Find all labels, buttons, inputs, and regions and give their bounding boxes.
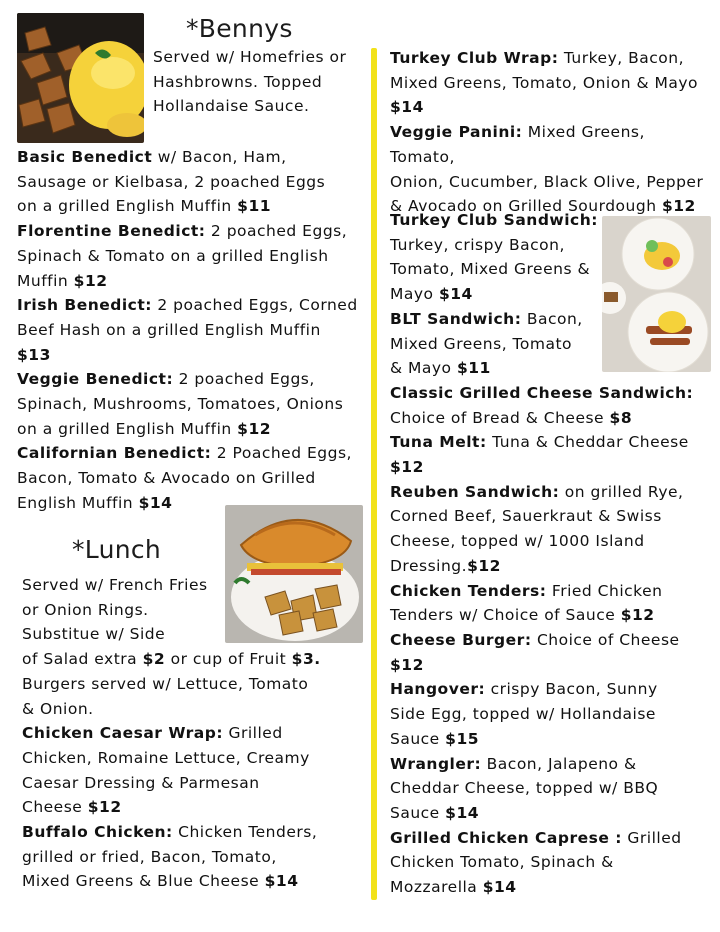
item-price: $14 [264, 872, 299, 891]
item-price: $12 [620, 606, 655, 625]
item-name: Buffalo Chicken: [22, 823, 173, 842]
item-name: Reuben Sandwich: [390, 482, 560, 501]
menu-item-turkey-club-sandwich [390, 208, 715, 233]
bennys-heading: *Bennys [186, 14, 293, 43]
item-desc-line: Chicken, Romaine Lettuce, Creamy [22, 748, 310, 767]
item-name: BLT Sandwich: [390, 309, 522, 328]
item-desc: Choice of Cheese [531, 631, 680, 649]
item-name: Chicken Tenders: [390, 581, 547, 600]
salad-price: $2 [142, 650, 166, 669]
item-name: Hangover: [390, 680, 486, 699]
item-desc-line: Side Egg, topped w/ Hollandaise [390, 705, 656, 724]
item-desc: 2 poached Eggs, Corned [151, 296, 358, 315]
item-desc-line: Corned Beef, Sauerkraut & Swiss [390, 507, 662, 526]
item-price: $14 [390, 98, 424, 117]
item-desc: on a grilled English Muffin [17, 197, 238, 216]
item-name: Turkey Club Sandwich: [390, 211, 598, 229]
column-divider [371, 48, 377, 900]
menu-item-chicken-tenders [390, 579, 715, 604]
item-price: $14 [438, 285, 473, 304]
item-desc-line: Tomato, Mixed Greens & [390, 260, 591, 279]
item-name: Chicken Caesar Wrap: [22, 724, 224, 743]
item-price: $12 [87, 798, 122, 817]
item-desc: Sauce [390, 729, 446, 748]
item-desc: 2 Poached Eggs, [211, 444, 352, 463]
item-desc: Grilled [621, 828, 682, 847]
item-desc-line: Sausage or Kielbasa, 2 poached Eggs [17, 172, 326, 191]
item-name: Veggie Panini: [390, 123, 523, 142]
item-desc: Choice of Bread & Cheese [390, 408, 610, 427]
item-price: $13 [17, 345, 51, 364]
item-desc-line: grilled or fried, Bacon, Tomato, [22, 847, 277, 866]
benny-photo [17, 13, 144, 143]
item-desc-line: Onion, Cucumber, Black Olive, Pepper [390, 172, 704, 191]
item-desc: Bacon, [521, 309, 583, 328]
item-desc: Mixed Greens, Tomato, [390, 123, 645, 166]
menu-item-turkey-club-wrap [390, 46, 715, 71]
item-desc: & Avocado on Grilled Sourdough [390, 197, 662, 216]
item-desc: English Muffin [17, 493, 139, 512]
item-desc-line: Spinach, Mushrooms, Tomatoes, Onions [17, 395, 344, 414]
item-desc-line: Bacon, Tomato & Avocado on Grilled [17, 469, 316, 488]
menu-item-buffalo-chicken [22, 820, 367, 845]
item-desc: Dressing. [390, 556, 468, 575]
menu-item-chicken-caesar-wrap [22, 721, 367, 746]
item-desc: Mozzarella [390, 878, 483, 897]
lunch-intro-line: Served w/ French Fries [22, 576, 208, 594]
item-name: Basic Benedict [17, 148, 153, 166]
lunch-heading: *Lunch [72, 535, 162, 564]
item-desc-line: Mixed Greens, Tomato [390, 334, 573, 353]
item-desc-line: Cheese, topped w/ 1000 Island [390, 532, 645, 551]
lunch-intro-line: or Onion Rings. [22, 600, 149, 619]
item-desc: Chicken Tenders, [172, 823, 318, 842]
menu-item-basic-benedict [17, 145, 367, 170]
item-name: Classic Grilled Cheese Sandwich: [390, 383, 694, 402]
item-name: Tuna Melt: [390, 433, 487, 452]
item-price: $12 [73, 271, 108, 290]
lunch-intro-line: Substitue w/ Side [22, 625, 166, 644]
item-desc: 2 poached Eggs, [205, 222, 348, 241]
item-price: $12 [467, 556, 501, 575]
item-name: Cheese Burger: [390, 631, 532, 649]
right-items-main [390, 208, 715, 628]
item-desc: Sauce [390, 803, 446, 822]
menu-item-blt-sandwich [390, 307, 715, 332]
menu-item-veggie-panini [390, 120, 715, 169]
item-price: $11 [237, 197, 272, 216]
item-desc: Mixed Greens & Blue Cheese [22, 872, 265, 891]
item-name: Turkey Club Wrap: [390, 49, 559, 67]
item-desc-line: Spinach & Tomato on a grilled English [17, 246, 329, 265]
menu-item-veggie-benedict [17, 367, 367, 392]
item-desc: Turkey, Bacon, [558, 49, 685, 67]
item-desc-line: Caesar Dressing & Parmesan [22, 773, 260, 792]
fruit-price: $3. [291, 650, 321, 669]
item-desc: Tuna & Cheddar Cheese [486, 433, 689, 452]
item-name: Wrangler: [390, 754, 482, 773]
item-desc-line: Mixed Greens, Tomato, Onion & Mayo [390, 73, 698, 92]
bennys-intro [153, 45, 346, 119]
menu-item-cheese-burger [390, 628, 715, 653]
item-desc-line: Turkey, crispy Bacon, [390, 235, 565, 254]
item-desc: on grilled Rye, [559, 482, 684, 501]
item-desc: w/ Bacon, Ham, [152, 148, 287, 166]
item-name: Grilled Chicken Caprese : [390, 828, 622, 847]
menu-item-reuben-sandwich [390, 480, 715, 505]
menu-item-californian-benedict [17, 441, 367, 466]
item-desc-line: Chicken Tomato, Spinach & [390, 853, 614, 872]
lunch-intro-line [22, 647, 367, 672]
item-price: $14 [482, 878, 517, 897]
item-price: $14 [445, 803, 480, 822]
item-price: $15 [445, 729, 480, 748]
item-desc: & Mayo [390, 359, 457, 378]
lunch-intro-text: or cup of Fruit [165, 650, 292, 669]
item-price: $14 [138, 493, 173, 512]
menu-item-hangover [390, 677, 715, 702]
menu-item-irish-benedict [17, 293, 367, 318]
item-desc: 2 poached Eggs, [173, 370, 315, 389]
item-desc: Fried Chicken [546, 581, 663, 600]
menu-item-grilled-chicken-caprese [390, 826, 715, 851]
lunch-intro-line: Burgers served w/ Lettuce, Tomato [22, 674, 309, 693]
bennys-intro-line: Hollandaise Sauce. [153, 97, 310, 116]
menu-item-tuna-melt [390, 430, 715, 455]
item-desc: Cheese [22, 798, 88, 817]
item-desc: Grilled [223, 724, 283, 743]
lunch-section [22, 573, 367, 894]
item-desc: Tenders w/ Choice of Sauce [390, 606, 621, 625]
lunch-intro-text: of Salad extra [22, 650, 143, 669]
item-desc: crispy Bacon, Sunny [485, 680, 658, 699]
item-desc-line: Cheddar Cheese, topped w/ BBQ [390, 779, 659, 798]
bennys-intro-line: Served w/ Homefries or [153, 48, 347, 66]
lunch-intro-line: & Onion. [22, 699, 94, 718]
item-desc: on a grilled English Muffin [17, 419, 238, 438]
menu-item-florentine-benedict [17, 219, 367, 244]
item-name: Irish Benedict: [17, 296, 152, 315]
menu-item-classic-grilled-cheese [390, 381, 715, 406]
item-price: $8 [609, 408, 633, 427]
item-price: $12 [661, 197, 696, 216]
item-name: Florentine Benedict: [17, 222, 206, 241]
item-price: $11 [456, 359, 491, 378]
item-desc: Muffin [17, 271, 74, 290]
menu-item-wrangler [390, 752, 715, 777]
right-items-top [390, 46, 715, 219]
item-desc: Bacon, Jalapeno & [481, 754, 637, 773]
item-name: Californian Benedict: [17, 444, 212, 463]
bennys-items [17, 145, 367, 516]
item-desc: Mayo [390, 285, 439, 304]
item-price: $12 [390, 458, 424, 477]
item-desc-line: Beef Hash on a grilled English Muffin [17, 320, 321, 339]
item-name: Veggie Benedict: [17, 370, 174, 389]
item-price: $12 [390, 655, 424, 674]
right-items-bottom [390, 628, 715, 900]
bennys-intro-line: Hashbrowns. Topped [153, 72, 323, 91]
item-price: $12 [237, 419, 272, 438]
